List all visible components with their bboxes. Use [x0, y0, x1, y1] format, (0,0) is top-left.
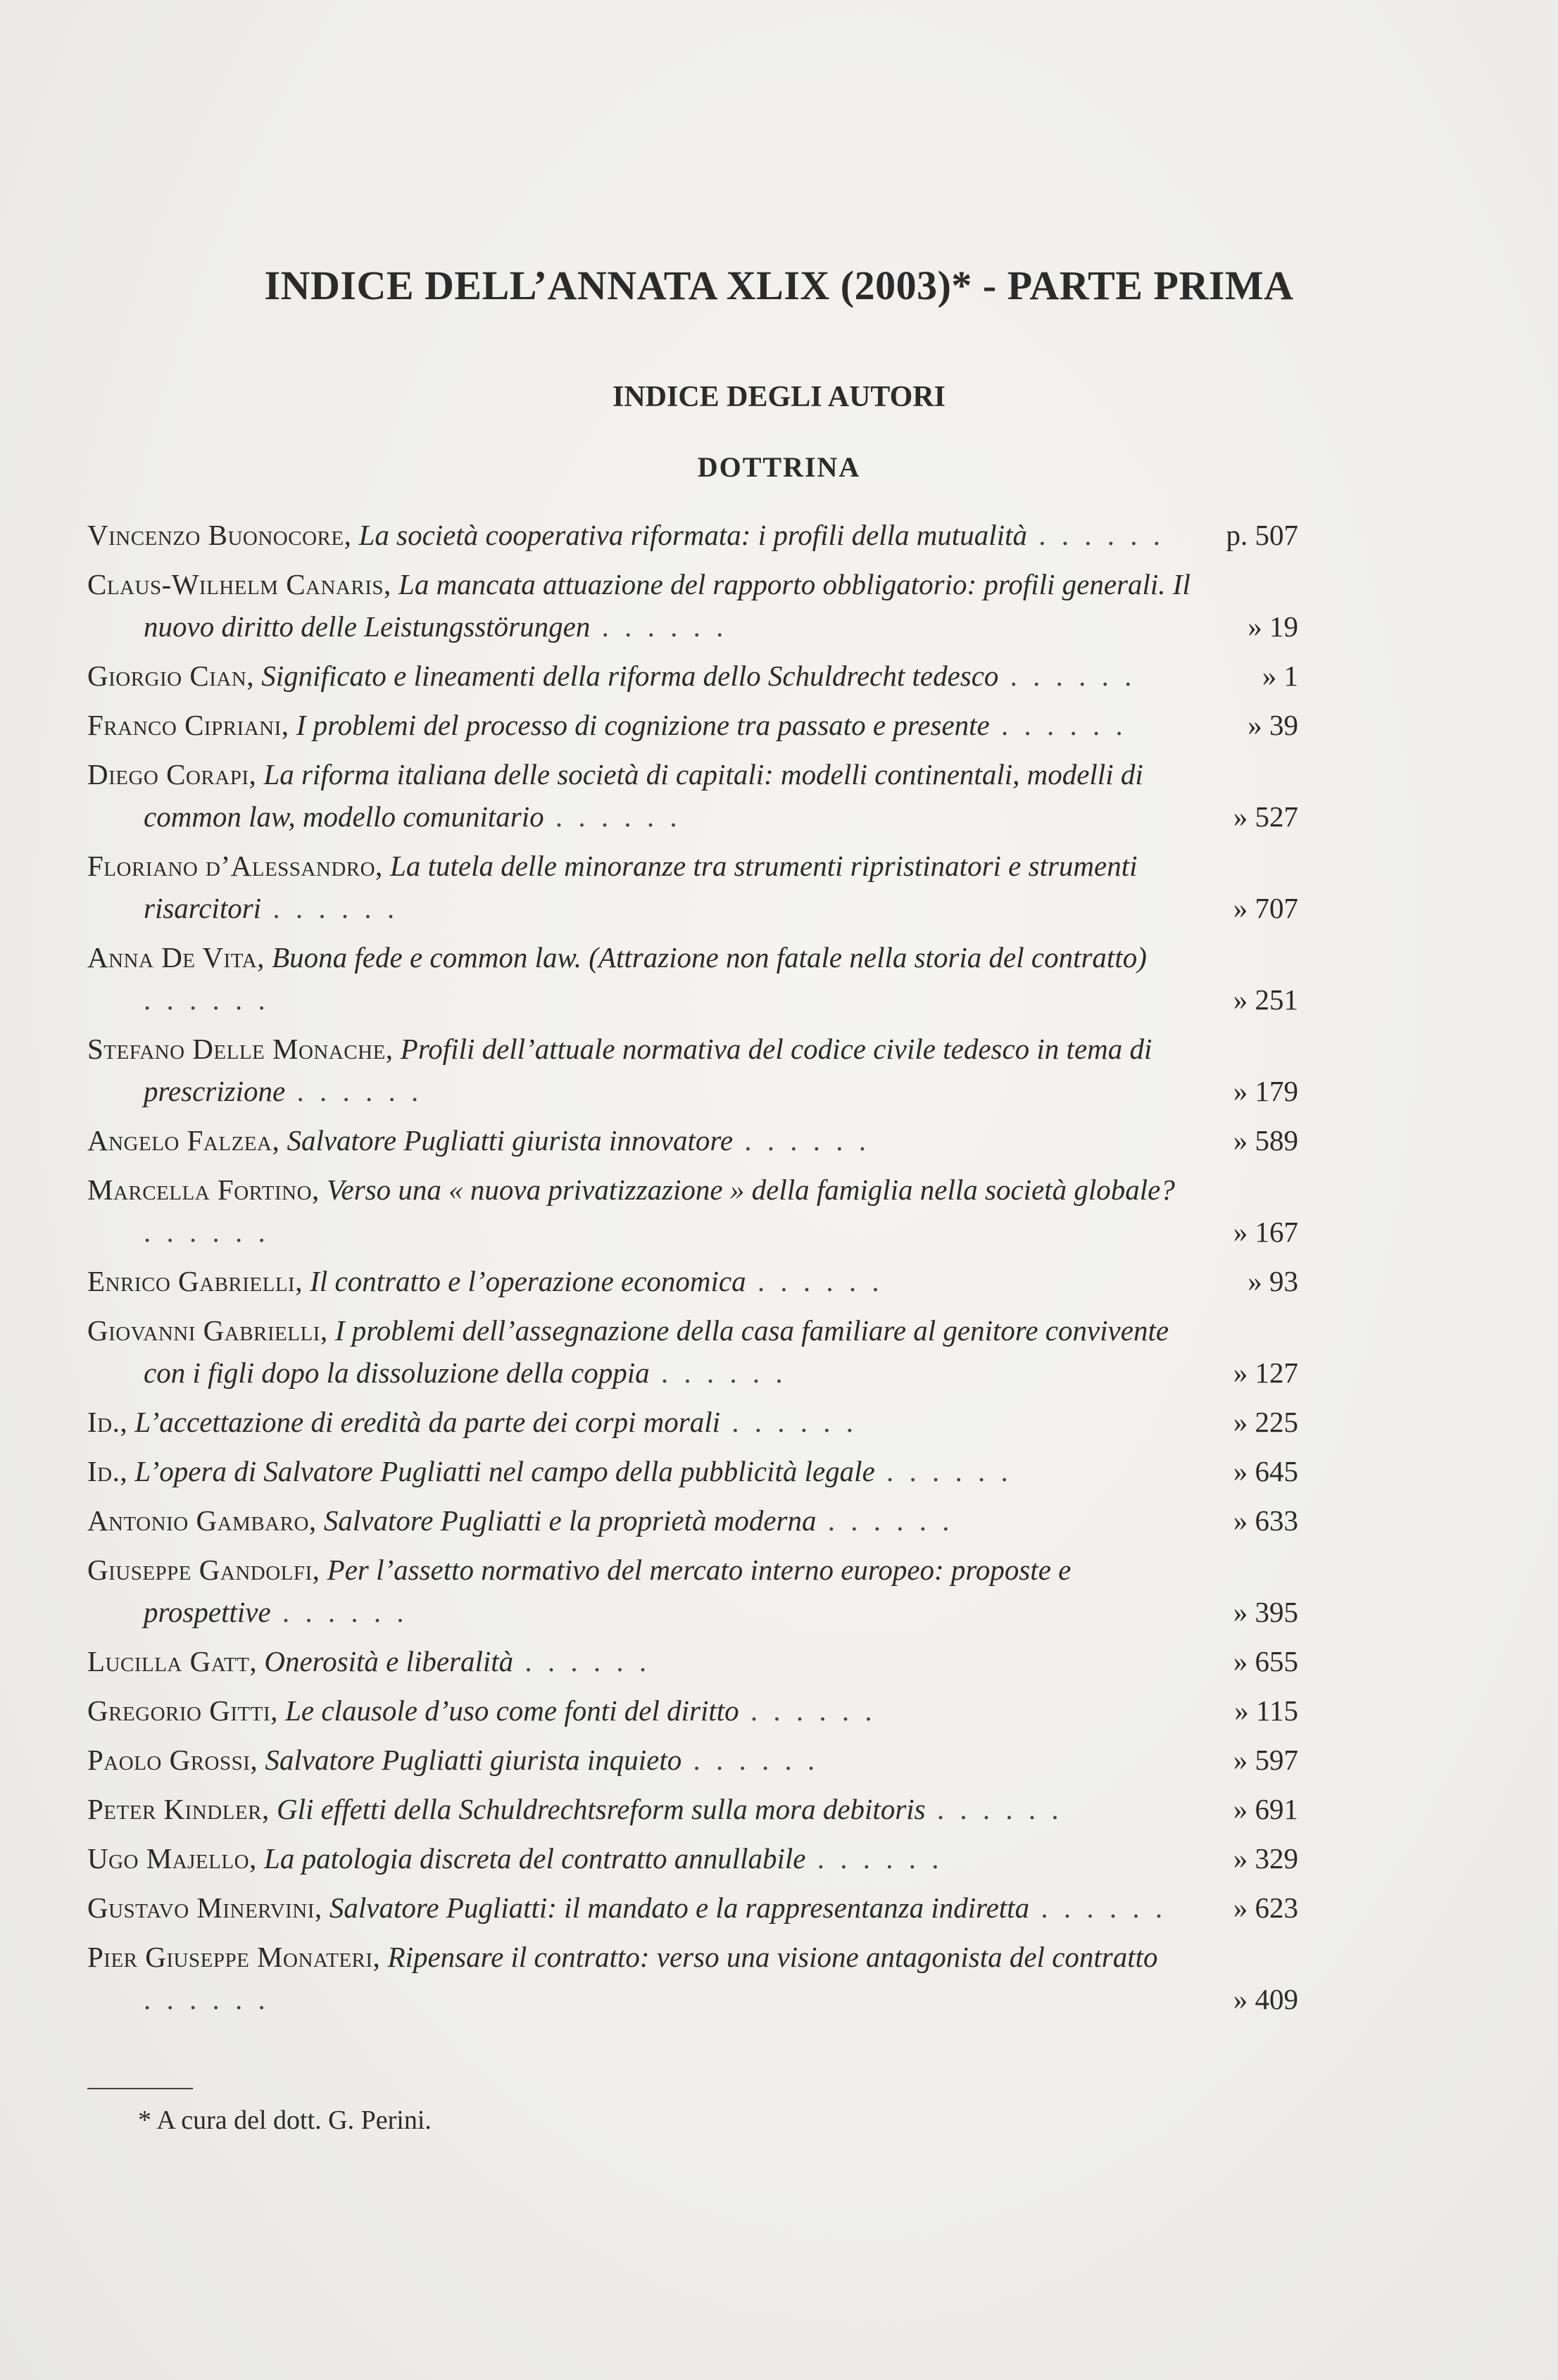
dot-leader: . . . . . . [1026, 519, 1164, 551]
index-entry [87, 936, 1298, 1021]
index-entry [87, 845, 1298, 929]
entry-author: Lucilla Gatt, [87, 1645, 258, 1677]
page-title: INDICE DELL’ANNATA XLIX (2003)* - PARTE PRIMA [264, 263, 1294, 308]
entry-page: » 225 [1233, 1406, 1298, 1438]
entry-title: Buona fede e common law. (Attrazione non fatale nella storia del contratto) [272, 941, 1147, 974]
index-entry [87, 1549, 1298, 1633]
index-entry [87, 753, 1298, 838]
index-entry [87, 1260, 1298, 1302]
dot-leader: . . . . . . [144, 1983, 270, 2015]
index-entry [87, 655, 1298, 697]
entry-title: I problemi del processo di cognizione tra passato e presente [296, 709, 990, 741]
footnote: * A cura del dott. G. Perini. [138, 2105, 432, 2135]
dot-leader: . . . . . . [649, 1356, 787, 1389]
entry-page: » 707 [1233, 892, 1298, 924]
author-index-list [87, 514, 1298, 2027]
index-entry [87, 704, 1298, 746]
entry-title: La società cooperativa riformata: i profili della mutualità [358, 519, 1027, 551]
entry-author: Enrico Gabrielli, [87, 1265, 303, 1297]
entry-title: La patologia discreta del contratto annullabile [264, 1842, 806, 1875]
dot-leader: . . . . . . [739, 1694, 877, 1727]
entry-title: Ripensare il contratto: verso una visione antagonista del contratto [387, 1941, 1158, 1973]
entry-author: Antonio Gambaro, [87, 1504, 317, 1537]
entry-page: » 19 [1248, 610, 1298, 643]
entry-title: La riforma italiana delle società di capitali: modelli continentali, modelli di common law, modello comunitario [144, 758, 1143, 833]
entry-title: Significato e lineamenti della riforma dello Schuldrecht tedesco [261, 660, 999, 692]
entry-title: L’opera di Salvatore Pugliatti nel campo della pubblicità legale [134, 1455, 875, 1487]
dot-leader: . . . . . . [989, 709, 1127, 741]
entry-page: » 39 [1248, 709, 1298, 741]
index-entry [87, 514, 1298, 556]
dot-leader: . . . . . . [144, 1216, 270, 1248]
entry-author: Peter Kindler, [87, 1793, 270, 1825]
dot-leader: . . . . . . [746, 1265, 884, 1297]
index-entry [87, 1119, 1298, 1161]
dot-leader: . . . . . . [513, 1645, 651, 1677]
dot-leader: . . . . . . [805, 1842, 943, 1875]
index-entry [87, 1640, 1298, 1682]
entry-page: » 1 [1262, 660, 1298, 692]
entry-page: » 127 [1233, 1356, 1298, 1389]
dot-leader: . . . . . . [681, 1744, 819, 1776]
entry-author: Gregorio Gitti, [87, 1694, 278, 1727]
entry-page: » 527 [1233, 800, 1298, 833]
index-entry [87, 1028, 1298, 1112]
entry-author: Id., [87, 1455, 128, 1487]
index-entry [87, 1309, 1298, 1394]
index-entry [87, 1689, 1298, 1732]
entry-page: » 655 [1233, 1645, 1298, 1677]
entry-page: » 93 [1248, 1265, 1298, 1297]
entry-author: Vincenzo Buonocore, [87, 519, 352, 551]
entry-page: » 115 [1234, 1694, 1298, 1727]
dot-leader: . . . . . . [998, 660, 1136, 692]
section-title: DOTTRINA [697, 451, 861, 483]
entry-title: Gli effetti della Schuldrechtsreform sulla mora debitoris [276, 1793, 926, 1825]
dot-leader: . . . . . . [720, 1406, 857, 1438]
entry-author: Pier Giuseppe Monateri, [87, 1941, 381, 1973]
entry-title: I problemi dell’assegnazione della casa familiare al genitore convivente con i figli dopo la dissoluzione della coppia [144, 1314, 1169, 1389]
entry-page: » 623 [1233, 1891, 1298, 1924]
index-entry [87, 563, 1298, 648]
entry-author: Angelo Falzea, [87, 1124, 280, 1157]
index-entry [87, 1499, 1298, 1542]
dot-leader: . . . . . . [925, 1793, 1063, 1825]
entry-page: » 409 [1233, 1983, 1298, 2015]
entry-page: » 645 [1233, 1455, 1298, 1487]
entry-title: Il contratto e l’operazione economica [310, 1265, 746, 1297]
entry-page: » 597 [1233, 1744, 1298, 1776]
dot-leader: . . . . . . [733, 1124, 871, 1157]
dot-leader: . . . . . . [261, 892, 399, 924]
index-entry [87, 1837, 1298, 1880]
entry-author: Giuseppe Gandolfi, [87, 1554, 320, 1586]
subtitle: INDICE DEGLI AUTORI [612, 381, 946, 413]
entry-author: Paolo Grossi, [87, 1744, 258, 1776]
entry-title: Le clausole d’uso come fonti del diritto [285, 1694, 739, 1727]
index-entry [87, 1450, 1298, 1492]
entry-title: Salvatore Pugliatti giurista inquieto [265, 1744, 682, 1776]
entry-author: Marcella Fortino, [87, 1173, 320, 1206]
dot-leader: . . . . . . [1029, 1891, 1167, 1924]
entry-author: Gustavo Minervini, [87, 1891, 322, 1924]
entry-page: » 691 [1233, 1793, 1298, 1825]
entry-author: Franco Cipriani, [87, 709, 289, 741]
index-entry [87, 1739, 1298, 1781]
entry-author: Anna De Vita, [87, 941, 265, 974]
entry-title: Onerosità e liberalità [264, 1645, 514, 1677]
entry-page: » 589 [1233, 1124, 1298, 1157]
index-entry [87, 1887, 1298, 1929]
entry-page: » 167 [1233, 1216, 1298, 1248]
index-entry [87, 1401, 1298, 1443]
entry-author: Giorgio Cian, [87, 660, 254, 692]
entry-title: Salvatore Pugliatti: il mandato e la rappresentanza indiretta [329, 1891, 1030, 1924]
entry-author: Stefano Delle Monache, [87, 1033, 394, 1065]
index-entry [87, 1936, 1298, 2020]
entry-page: » 633 [1233, 1504, 1298, 1537]
entry-title: Salvatore Pugliatti e la proprietà moderna [323, 1504, 817, 1537]
entry-page: » 179 [1233, 1075, 1298, 1107]
index-entry [87, 1169, 1298, 1253]
entry-page: » 251 [1233, 983, 1298, 1016]
footnote-rule [87, 2088, 193, 2089]
entry-author: Giovanni Gabrielli, [87, 1314, 328, 1347]
entry-author: Ugo Majello, [87, 1842, 257, 1875]
dot-leader: . . . . . . [874, 1455, 1012, 1487]
dot-leader: . . . . . . [270, 1596, 408, 1628]
entry-page: » 329 [1233, 1842, 1298, 1875]
dot-leader: . . . . . . [816, 1504, 954, 1537]
entry-title: La tutela delle minoranze tra strumenti ripristinatori e strumenti risarcitori [144, 850, 1138, 924]
entry-title: Profili dell’attuale normativa del codice civile tedesco in tema di prescrizione [144, 1033, 1152, 1107]
entry-title: La mancata attuazione del rapporto obbligatorio: profili generali. Il nuovo diritto delle Leistungsstörungen [144, 568, 1191, 643]
entry-page: p. 507 [1226, 519, 1298, 551]
entry-page: » 395 [1233, 1596, 1298, 1628]
entry-author: Id., [87, 1406, 128, 1438]
entry-title: L’accettazione di eredità da parte dei corpi morali [134, 1406, 720, 1438]
entry-author: Floriano d’Alessandro, [87, 850, 383, 882]
entry-author: Diego Corapi, [87, 758, 257, 791]
entry-title: Salvatore Pugliatti giurista innovatore [287, 1124, 734, 1157]
index-entry [87, 1788, 1298, 1830]
entry-author: Claus-Wilhelm Canaris, [87, 568, 391, 600]
entry-title: Per l’assetto normativo del mercato interno europeo: proposte e prospettive [144, 1554, 1072, 1628]
entry-title: Verso una « nuova privatizzazione » della famiglia nella società globale? [327, 1173, 1175, 1206]
dot-leader: . . . . . . [544, 800, 681, 833]
dot-leader: . . . . . . [144, 983, 270, 1016]
dot-leader: . . . . . . [590, 610, 728, 643]
dot-leader: . . . . . . [285, 1075, 423, 1107]
